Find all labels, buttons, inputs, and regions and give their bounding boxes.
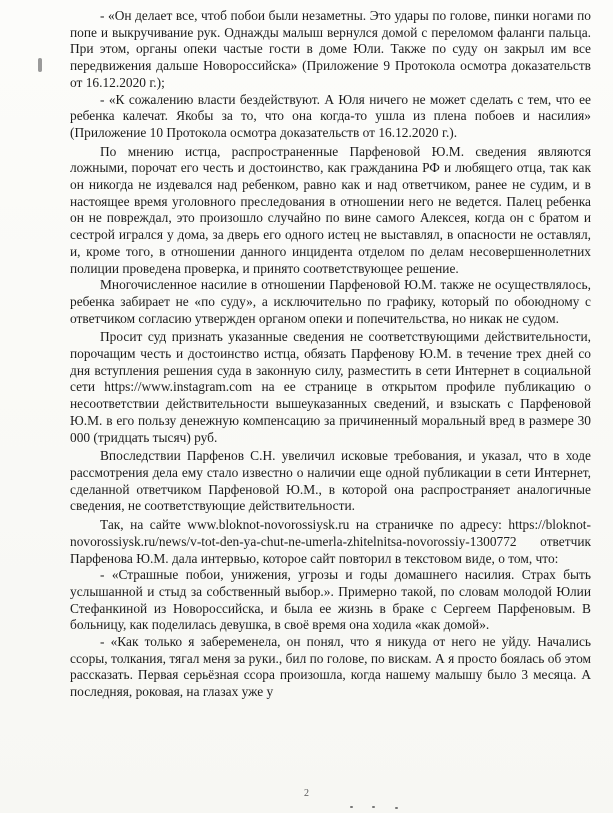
page-number: 2 — [304, 788, 309, 799]
paragraph-claims-increase: Впоследствии Парфенов С.Н. увеличил исковые требования, и указал, что в ходе рассмотрения дела ему стало известно о наличии еще одной публикации в сети Интернет, сделанной ответчиком Парфеновой Ю.М., в которой она распространяет аналогичные сведения, не соответствующие действительности. — [70, 448, 591, 514]
paragraph-quote-4: - «Как только я забеременела, он понял, что я никуда от него не уйду. Начались ссоры, толкания, тягал меня за руки., бил по голове, по вискам. А я просто боялась об этом рассказать. Первая серьёзная ссора произошла, когда нашему малышу было 3 месяца. А последняя, роковая, на глазах уже у — [70, 634, 591, 700]
paragraph-quote-3: - «Страшные побои, унижения, угрозы и годы домашнего насилия. Страх быть услышанной и стыд за собственный выбор.». Примерно такой, по словам молодой Юлии Стефанкиной из Новороссийска, и была ее жизнь в браке с Сергеем Парфеновым. В больницу, как поделилась девушка, в своё время она ходила «как домой». — [70, 567, 591, 633]
punch-hole-mark — [38, 58, 42, 72]
paragraph-claim-request: Просит суд признать указанные сведения не соответствующими действительности, порочащим честь и достоинство истца, обязать Парфенову Ю.М. в течение трех дней со дня вступления решения суда в законную силу, разместить в сети Интернет в социальной сети https://www.instagram.com на ее странице в открытом профиле публикацию о несоответствии действительности вышеуказанных сведений, и взыскать с Парфеновой Ю.М. в его пользу денежную компенсацию за причиненный моральный вред в размере 30 000 (тридцать тысяч) руб. — [70, 329, 591, 445]
paragraph-quote-1: - «Он делает все, чтоб побои были незаметны. Это удары по голове, пинки ногами по попе и выкручивание рук. Однажды малыш вернулся домой с переломом фаланги пальца. При этом, органы опеки частые гости в доме Юли. Также по суду он закрыл им все передвижения дальше Новороссийска» (Приложение 9 Протокола осмотра доказательств от 16.12.2020 г.); — [70, 8, 591, 90]
paragraph-website-interview: Так, на сайте www.bloknot-novorossiysk.ru на страничке по адресу: https://bloknot-novorossiysk.ru/news/v-tot-den-ya-chut-ne-umerla-zhitelnitsa-novorossiy-1300772 ответчик Парфенова Ю.М. дала интервью, которое сайт повторил в текстовом виде, о том, что: — [70, 517, 591, 566]
scan-artifact — [350, 806, 353, 808]
paragraph-violence-denial: Многочисленное насилие в отношении Парфеновой Ю.М. также не осуществлялось, ребенка забирает не «по суду», а исключительно по графику, который по обоюдному с ответчиком согласию утвержден органом опеки и попечительства, но никак не судом. — [70, 277, 591, 326]
paragraph-plaintiff-opinion: По мнению истца, распространенные Парфеновой Ю.М. сведения являются ложными, порочат его честь и достоинство, как гражданина РФ и любящего отца, так как он никогда не издевался над ребенком, равно как и над ответчиком, ранее не судим, и в настоящее время уголовного преследования в отношении него не ведется. Палец ребенка он не повреждал, это произошло случайно по вине самого Алексея, когда он с братом и сестрой игрался у дома, за дверь его одного истец не выставлял, в опасности не оставлял, и, кроме того, в отношении данного инцидента отделом по делам несовершеннолетних полиции проведена проверка, и принято соответствующее решение. — [70, 143, 591, 276]
scan-artifact — [372, 806, 375, 808]
paragraph-quote-2: - «К сожалению власти бездействуют. А Юля ничего не может сделать с тем, что ее ребенка калечат. Якобы за то, что она когда-то ушла из плена побоев и насилия» (Приложение 10 Протокола осмотра доказательств от 16.12.2020 г.). — [70, 91, 591, 140]
scan-artifact — [395, 807, 398, 809]
